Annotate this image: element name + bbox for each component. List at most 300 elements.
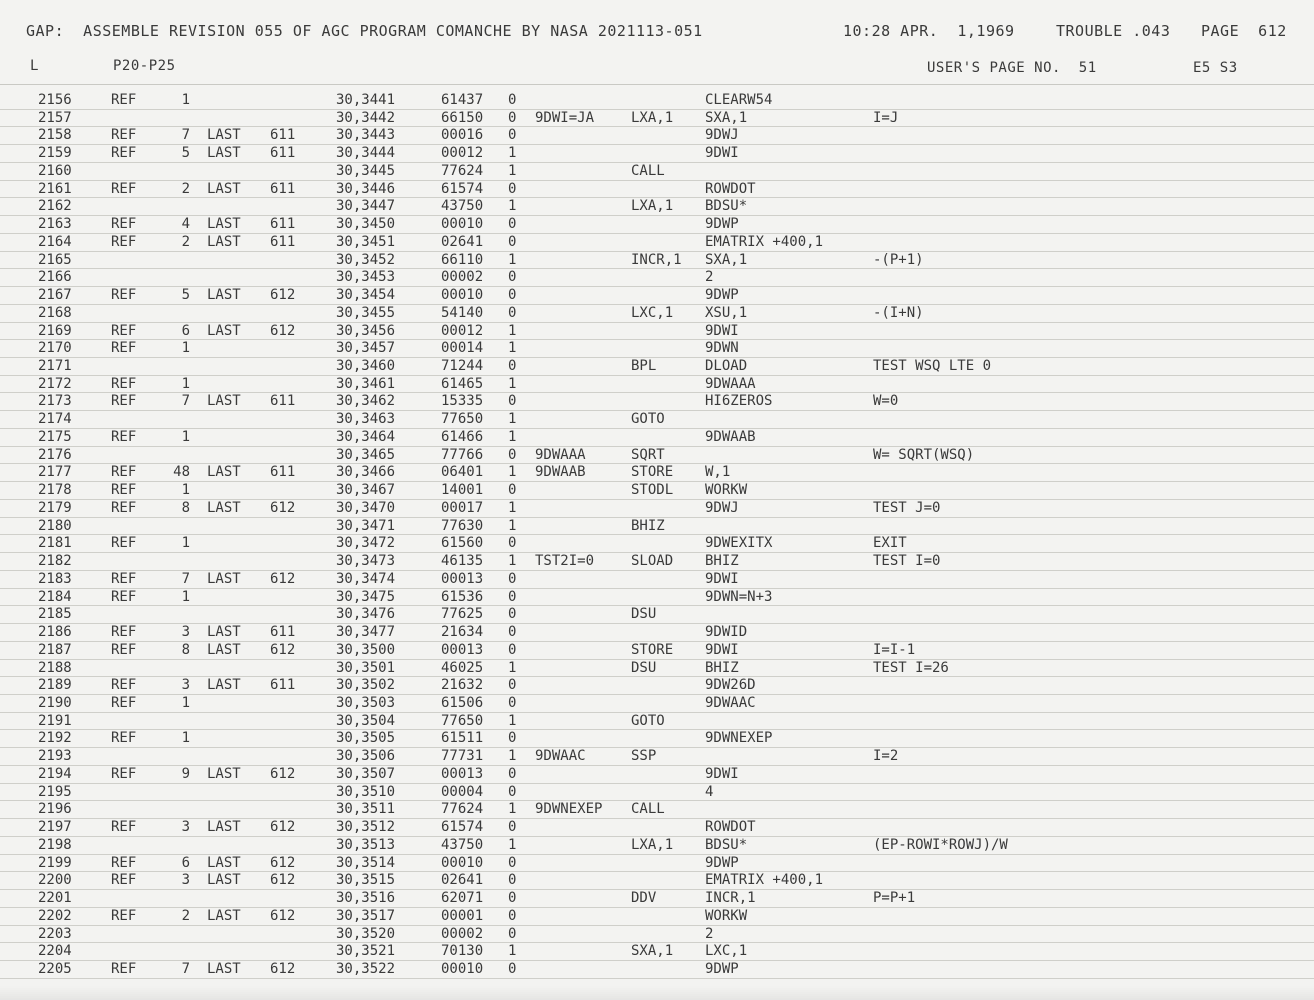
opcode: GOTO: [631, 712, 665, 729]
parity-flag: 0: [508, 872, 517, 889]
ref-tag: REF: [111, 570, 137, 587]
operand: W,1: [705, 464, 731, 481]
line-number: 2184: [38, 588, 72, 605]
parity-flag: 0: [508, 783, 517, 800]
line-number: 2164: [38, 233, 72, 250]
listing-row: [0, 269, 1314, 287]
address: 30,3466: [336, 464, 396, 481]
last-tag: LAST: [207, 819, 241, 836]
opcode: LXA,1: [631, 836, 674, 853]
last-page: 612: [270, 907, 296, 924]
octal-code: 00010: [441, 287, 484, 304]
last-page: 612: [270, 854, 296, 871]
last-tag: LAST: [207, 765, 241, 782]
listing-row: [0, 163, 1314, 181]
octal-code: 00004: [441, 783, 484, 800]
last-tag: LAST: [207, 570, 241, 587]
last-page: 612: [270, 499, 296, 516]
line-number: 2173: [38, 393, 72, 410]
comment: TEST WSQ LTE 0: [873, 358, 992, 375]
parity-flag: 0: [508, 304, 517, 321]
ref-tag: REF: [111, 127, 137, 144]
opcode: GOTO: [631, 411, 665, 428]
listing-row: [0, 855, 1314, 873]
symbol-label: TST2I=0: [535, 553, 595, 570]
line-number: 2183: [38, 570, 72, 587]
octal-code: 21634: [441, 624, 484, 641]
parity-flag: 0: [508, 765, 517, 782]
opcode: SQRT: [631, 446, 665, 463]
ref-tag: REF: [111, 819, 137, 836]
ref-count: 8: [181, 641, 190, 658]
operand: 9DWP: [705, 216, 739, 233]
line-number: 2188: [38, 659, 72, 676]
last-page: 611: [270, 393, 296, 410]
listing-row: [0, 642, 1314, 660]
address: 30,3442: [336, 109, 396, 126]
octal-code: 66110: [441, 251, 484, 268]
listing-row: [0, 571, 1314, 589]
parity-flag: 1: [508, 801, 517, 818]
line-number: 2203: [38, 925, 72, 942]
operand: SXA,1: [705, 109, 748, 126]
listing-row: [0, 482, 1314, 500]
line-number: 2176: [38, 446, 72, 463]
octal-code: 00010: [441, 216, 484, 233]
line-number: 2199: [38, 854, 72, 871]
address: 30,3513: [336, 836, 396, 853]
operand: 9DWI: [705, 570, 739, 587]
line-number: 2197: [38, 819, 72, 836]
ref-tag: REF: [111, 482, 137, 499]
symbol-label: 9DWAAC: [535, 748, 586, 765]
line-number: 2159: [38, 145, 72, 162]
comment: -(I+N): [873, 304, 924, 321]
opcode: LXA,1: [631, 109, 674, 126]
address: 30,3457: [336, 340, 396, 357]
last-page: 612: [270, 819, 296, 836]
octal-code: 77766: [441, 446, 484, 463]
line-number: 2162: [38, 198, 72, 215]
paper-edge: [0, 986, 1314, 1000]
section-title: P20-P25: [113, 58, 176, 74]
octal-code: 14001: [441, 482, 484, 499]
ref-tag: REF: [111, 854, 137, 871]
line-number: 2191: [38, 712, 72, 729]
operand: 9DWID: [705, 624, 748, 641]
parity-flag: 0: [508, 730, 517, 747]
octal-code: 00017: [441, 499, 484, 516]
line-number: 2175: [38, 428, 72, 445]
ref-tag: REF: [111, 393, 137, 410]
ref-tag: REF: [111, 624, 137, 641]
address: 30,3514: [336, 854, 396, 871]
operand: BDSU*: [705, 198, 748, 215]
parity-flag: 0: [508, 819, 517, 836]
address: 30,3477: [336, 624, 396, 641]
line-number: 2174: [38, 411, 72, 428]
ref-count: 4: [181, 216, 190, 233]
operand: 9DWI: [705, 641, 739, 658]
comment: I=I-1: [873, 641, 916, 658]
line-number: 2187: [38, 641, 72, 658]
address: 30,3501: [336, 659, 396, 676]
address: 30,3465: [336, 446, 396, 463]
comment: TEST J=0: [873, 499, 941, 516]
ref-tag: REF: [111, 960, 137, 977]
parity-flag: 0: [508, 358, 517, 375]
opcode: LXA,1: [631, 198, 674, 215]
line-number: 2186: [38, 624, 72, 641]
opcode: STORE: [631, 464, 674, 481]
ref-count: 3: [181, 677, 190, 694]
ref-tag: REF: [111, 375, 137, 392]
octal-code: 00002: [441, 925, 484, 942]
octal-code: 61465: [441, 375, 484, 392]
parity-flag: 1: [508, 251, 517, 268]
ref-tag: REF: [111, 499, 137, 516]
octal-code: 62071: [441, 890, 484, 907]
parity-flag: 1: [508, 162, 517, 179]
octal-code: 71244: [441, 358, 484, 375]
last-page: 612: [270, 872, 296, 889]
opcode: CALL: [631, 162, 665, 179]
operand: WORKW: [705, 482, 748, 499]
last-page: 611: [270, 677, 296, 694]
page-number: PAGE 612: [1201, 22, 1287, 40]
listing-row: [0, 110, 1314, 128]
last-tag: LAST: [207, 287, 241, 304]
parity-flag: 0: [508, 446, 517, 463]
opcode: SLOAD: [631, 553, 674, 570]
octal-code: 21632: [441, 677, 484, 694]
listing-row: [0, 606, 1314, 624]
opcode: DSU: [631, 659, 657, 676]
last-page: 611: [270, 233, 296, 250]
parity-flag: 0: [508, 925, 517, 942]
address: 30,3500: [336, 641, 396, 658]
address: 30,3472: [336, 535, 396, 552]
listing-row: [0, 393, 1314, 411]
operand: 9DWI: [705, 765, 739, 782]
address: 30,3461: [336, 375, 396, 392]
trouble-indicator: TROUBLE .043: [1056, 22, 1171, 40]
ref-tag: REF: [111, 730, 137, 747]
parity-flag: 1: [508, 411, 517, 428]
parity-flag: 0: [508, 960, 517, 977]
parity-flag: 0: [508, 233, 517, 250]
parity-flag: 1: [508, 375, 517, 392]
user-page-number: USER'S PAGE NO. 51: [927, 60, 1097, 76]
ref-count: 1: [181, 730, 190, 747]
last-page: 611: [270, 464, 296, 481]
line-number: 2179: [38, 499, 72, 516]
parity-flag: 0: [508, 535, 517, 552]
address: 30,3456: [336, 322, 396, 339]
listing-row: [0, 464, 1314, 482]
parity-flag: 1: [508, 198, 517, 215]
assembly-title: GAP: ASSEMBLE REVISION 055 OF AGC PROGRAM COMANCHE BY NASA 2021113-051: [26, 22, 703, 40]
last-tag: LAST: [207, 907, 241, 924]
comment: -(P+1): [873, 251, 924, 268]
parity-flag: 0: [508, 393, 517, 410]
address: 30,3520: [336, 925, 396, 942]
listing-row: [0, 216, 1314, 234]
listing-row: [0, 801, 1314, 819]
ref-count: 2: [181, 907, 190, 924]
opcode: BHIZ: [631, 517, 665, 534]
address: 30,3506: [336, 748, 396, 765]
last-tag: LAST: [207, 393, 241, 410]
address: 30,3447: [336, 198, 396, 215]
address: 30,3503: [336, 694, 396, 711]
parity-flag: 0: [508, 109, 517, 126]
octal-code: 46025: [441, 659, 484, 676]
listing-row: [0, 234, 1314, 252]
comment: P=P+1: [873, 890, 916, 907]
ref-count: 3: [181, 872, 190, 889]
opcode: LXC,1: [631, 304, 674, 321]
parity-flag: 0: [508, 92, 517, 108]
address: 30,3512: [336, 819, 396, 836]
octal-code: 61560: [441, 535, 484, 552]
parity-flag: 0: [508, 641, 517, 658]
address: 30,3452: [336, 251, 396, 268]
address: 30,3463: [336, 411, 396, 428]
listing-row: [0, 872, 1314, 890]
last-page: 612: [270, 287, 296, 304]
ref-count: 7: [181, 960, 190, 977]
listing-row: [0, 961, 1314, 979]
parity-flag: 1: [508, 836, 517, 853]
ref-count: 7: [181, 393, 190, 410]
listing-row: [0, 660, 1314, 678]
address: 30,3474: [336, 570, 396, 587]
operand: HI6ZEROS: [705, 393, 773, 410]
line-number: 2171: [38, 358, 72, 375]
ref-count: 6: [181, 322, 190, 339]
operand: 9DWNEXEP: [705, 730, 773, 747]
ref-tag: REF: [111, 428, 137, 445]
line-number: 2195: [38, 783, 72, 800]
ref-count: 3: [181, 624, 190, 641]
line-number: 2196: [38, 801, 72, 818]
address: 30,3451: [336, 233, 396, 250]
ref-count: 3: [181, 819, 190, 836]
address: 30,3475: [336, 588, 396, 605]
address: 30,3444: [336, 145, 396, 162]
listing-row: [0, 677, 1314, 695]
last-tag: LAST: [207, 641, 241, 658]
ref-count: 8: [181, 499, 190, 516]
ref-tag: REF: [111, 641, 137, 658]
parity-flag: 0: [508, 677, 517, 694]
address: 30,3464: [336, 428, 396, 445]
listing-row: [0, 323, 1314, 341]
address: 30,3502: [336, 677, 396, 694]
operand: ROWDOT: [705, 819, 756, 836]
line-number: 2205: [38, 960, 72, 977]
octal-code: 61536: [441, 588, 484, 605]
ref-tag: REF: [111, 535, 137, 552]
address: 30,3454: [336, 287, 396, 304]
listing-row: [0, 553, 1314, 571]
parity-flag: 0: [508, 482, 517, 499]
parity-flag: 1: [508, 340, 517, 357]
opcode: SXA,1: [631, 943, 674, 960]
page-subheader: [0, 56, 1314, 80]
comment: I=2: [873, 748, 899, 765]
ref-tag: REF: [111, 907, 137, 924]
address: 30,3510: [336, 783, 396, 800]
comment: EXIT: [873, 535, 907, 552]
line-number: 2178: [38, 482, 72, 499]
operand: WORKW: [705, 907, 748, 924]
last-tag: LAST: [207, 127, 241, 144]
ref-tag: REF: [111, 233, 137, 250]
ref-count: 2: [181, 180, 190, 197]
listing-row: [0, 819, 1314, 837]
octal-code: 15335: [441, 393, 484, 410]
ref-tag: REF: [111, 145, 137, 162]
parity-flag: 0: [508, 624, 517, 641]
symbol-label: 9DWAAB: [535, 464, 586, 481]
line-number: 2192: [38, 730, 72, 747]
octal-code: 77625: [441, 606, 484, 623]
operand: SXA,1: [705, 251, 748, 268]
listing-row: [0, 748, 1314, 766]
parity-flag: 0: [508, 606, 517, 623]
listing-row: [0, 943, 1314, 961]
octal-code: 00014: [441, 340, 484, 357]
operand: EMATRIX +400,1: [705, 233, 824, 250]
listing-row: [0, 252, 1314, 270]
octal-code: 77650: [441, 712, 484, 729]
line-number: 2166: [38, 269, 72, 286]
parity-flag: 1: [508, 322, 517, 339]
listing-row: [0, 411, 1314, 429]
operand: 9DWP: [705, 854, 739, 871]
ref-tag: REF: [111, 872, 137, 889]
last-page: 611: [270, 624, 296, 641]
comment: (EP-ROWI*ROWJ)/W: [873, 836, 1008, 853]
ref-tag: REF: [111, 677, 137, 694]
octal-code: 77624: [441, 801, 484, 818]
operand: BDSU*: [705, 836, 748, 853]
octal-code: 02641: [441, 233, 484, 250]
operand: 9DWAAC: [705, 694, 756, 711]
opcode: STORE: [631, 641, 674, 658]
parity-flag: 0: [508, 127, 517, 144]
listing-row: [0, 198, 1314, 216]
ref-tag: REF: [111, 340, 137, 357]
last-page: 612: [270, 322, 296, 339]
last-page: 611: [270, 180, 296, 197]
address: 30,3455: [336, 304, 396, 321]
parity-flag: 0: [508, 287, 517, 304]
parity-flag: 1: [508, 748, 517, 765]
line-number: 2172: [38, 375, 72, 392]
symbol-label: 9DWAAA: [535, 446, 586, 463]
octal-code: 61511: [441, 730, 484, 747]
ref-tag: REF: [111, 464, 137, 481]
octal-code: 43750: [441, 836, 484, 853]
line-number: 2156: [38, 92, 72, 108]
opcode: STODL: [631, 482, 674, 499]
operand: 2: [705, 269, 714, 286]
listing-row: [0, 145, 1314, 163]
operand: INCR,1: [705, 890, 756, 907]
parity-flag: 1: [508, 464, 517, 481]
address: 30,3462: [336, 393, 396, 410]
ref-count: 1: [181, 428, 190, 445]
margin-marker: L: [30, 58, 39, 74]
parity-flag: 0: [508, 180, 517, 197]
last-tag: LAST: [207, 499, 241, 516]
listing-row: [0, 287, 1314, 305]
symbol-label: 9DWNEXEP: [535, 801, 603, 818]
listing-row: [0, 908, 1314, 926]
listing-row: [0, 837, 1314, 855]
operand: 9DWN: [705, 340, 739, 357]
octal-code: 00016: [441, 127, 484, 144]
octal-code: 54140: [441, 304, 484, 321]
octal-code: 00012: [441, 145, 484, 162]
comment: TEST I=0: [873, 553, 941, 570]
ref-count: 9: [181, 765, 190, 782]
last-page: 611: [270, 127, 296, 144]
parity-flag: 0: [508, 854, 517, 871]
octal-code: 02641: [441, 872, 484, 889]
revision-code: E5 S3: [1193, 60, 1238, 76]
parity-flag: 0: [508, 216, 517, 233]
comment: TEST I=26: [873, 659, 949, 676]
octal-code: 00002: [441, 269, 484, 286]
listing-row: [0, 730, 1314, 748]
octal-code: 70130: [441, 943, 484, 960]
line-number: 2157: [38, 109, 72, 126]
address: 30,3446: [336, 180, 396, 197]
listing-row: [0, 535, 1314, 553]
operand: 9DWEXITX: [705, 535, 773, 552]
last-tag: LAST: [207, 960, 241, 977]
address: 30,3522: [336, 960, 396, 977]
parity-flag: 1: [508, 145, 517, 162]
octal-code: 61574: [441, 180, 484, 197]
line-number: 2190: [38, 694, 72, 711]
octal-code: 00012: [441, 322, 484, 339]
comment: W= SQRT(WSQ): [873, 446, 975, 463]
ref-count: 1: [181, 375, 190, 392]
last-tag: LAST: [207, 872, 241, 889]
last-tag: LAST: [207, 322, 241, 339]
parity-flag: 0: [508, 907, 517, 924]
ref-count: 6: [181, 854, 190, 871]
ref-tag: REF: [111, 92, 137, 108]
parity-flag: 1: [508, 499, 517, 516]
opcode: BPL: [631, 358, 657, 375]
line-number: 2181: [38, 535, 72, 552]
timestamp: 10:28 APR. 1,1969: [843, 22, 1015, 40]
header-rule: [0, 84, 1314, 85]
listing-row: [0, 695, 1314, 713]
line-number: 2167: [38, 287, 72, 304]
parity-flag: 1: [508, 712, 517, 729]
listing-row: [0, 429, 1314, 447]
octal-code: 66150: [441, 109, 484, 126]
operand: 9DWAAB: [705, 428, 756, 445]
ref-tag: REF: [111, 180, 137, 197]
